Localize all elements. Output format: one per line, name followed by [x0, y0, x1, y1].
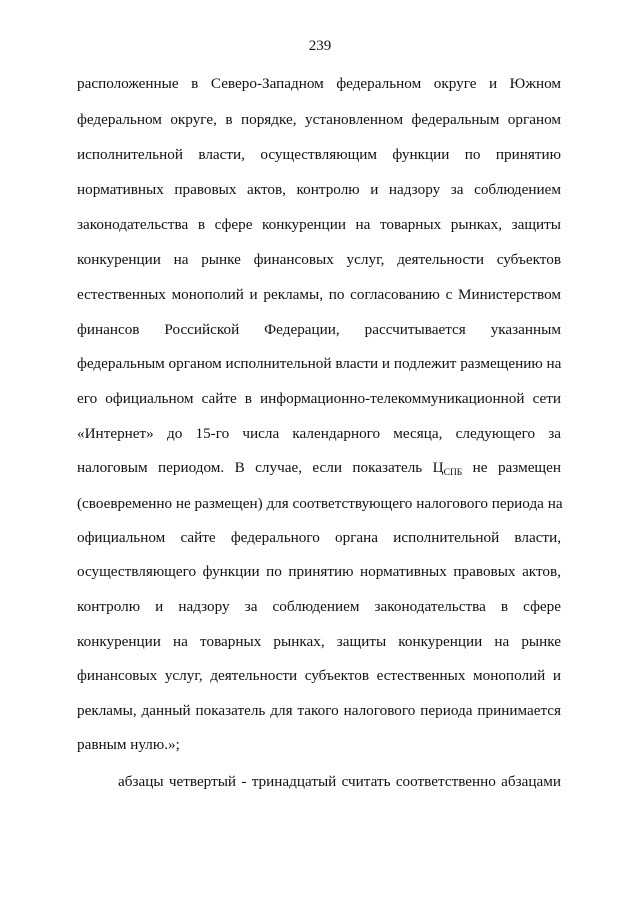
page-number: 239: [308, 38, 332, 54]
text-fragment: не размещен: [462, 459, 561, 476]
text-line: естественных монополий и рекламы, по согласованию с Министерством: [77, 286, 561, 303]
text-line: исполнительной власти, осуществляющим функции по принятию: [77, 146, 561, 163]
text-line: федеральном округе, в порядке, установленном федеральным органом: [77, 111, 561, 128]
text-line: конкуренции на рынке финансовых услуг, деятельности субъектов: [77, 251, 561, 268]
text-line: осуществляющего функции по принятию нормативных правовых актов,: [77, 563, 561, 580]
text-line: рекламы, данный показатель для такого налогового периода принимается: [77, 702, 561, 719]
text-line: «Интернет» до 15-го числа календарного месяца, следующего за: [77, 425, 561, 442]
text-line: (своевременно не размещен) для соответствующего налогового периода на: [77, 495, 563, 512]
text-line: расположенные в Северо-Западном федеральном округе и Южном: [77, 75, 561, 92]
text-line: законодательства в сфере конкуренции на товарных рынках, защиты: [77, 216, 561, 233]
text-line: нормативных правовых актов, контролю и надзору за соблюдением: [77, 181, 561, 198]
subscript: СПБ: [443, 468, 463, 478]
text-line: официальном сайте федерального органа исполнительной власти,: [77, 529, 561, 546]
text-line: его официальном сайте в информационно-телекоммуникационной сети: [77, 390, 561, 407]
text-line-with-subscript: [77, 458, 561, 478]
text-line: конкуренции на товарных рынках, защиты конкуренции на рынке: [77, 633, 561, 650]
text-line: федеральным органом исполнительной власти и подлежит размещению на: [77, 355, 562, 372]
text-line: финансов Российской Федерации, рассчитывается указанным: [77, 321, 561, 338]
text-line: равным нулю.»;: [77, 736, 180, 753]
text-fragment: налоговым периодом. В случае, если показатель Ц: [77, 459, 444, 476]
text-line: контролю и надзору за соблюдением законодательства в сфере: [77, 598, 561, 615]
text-line: финансовых услуг, деятельности субъектов естественных монополий и: [77, 667, 561, 684]
paragraph-start-line: абзацы четвертый - тринадцатый считать соответственно абзацами: [118, 773, 561, 790]
